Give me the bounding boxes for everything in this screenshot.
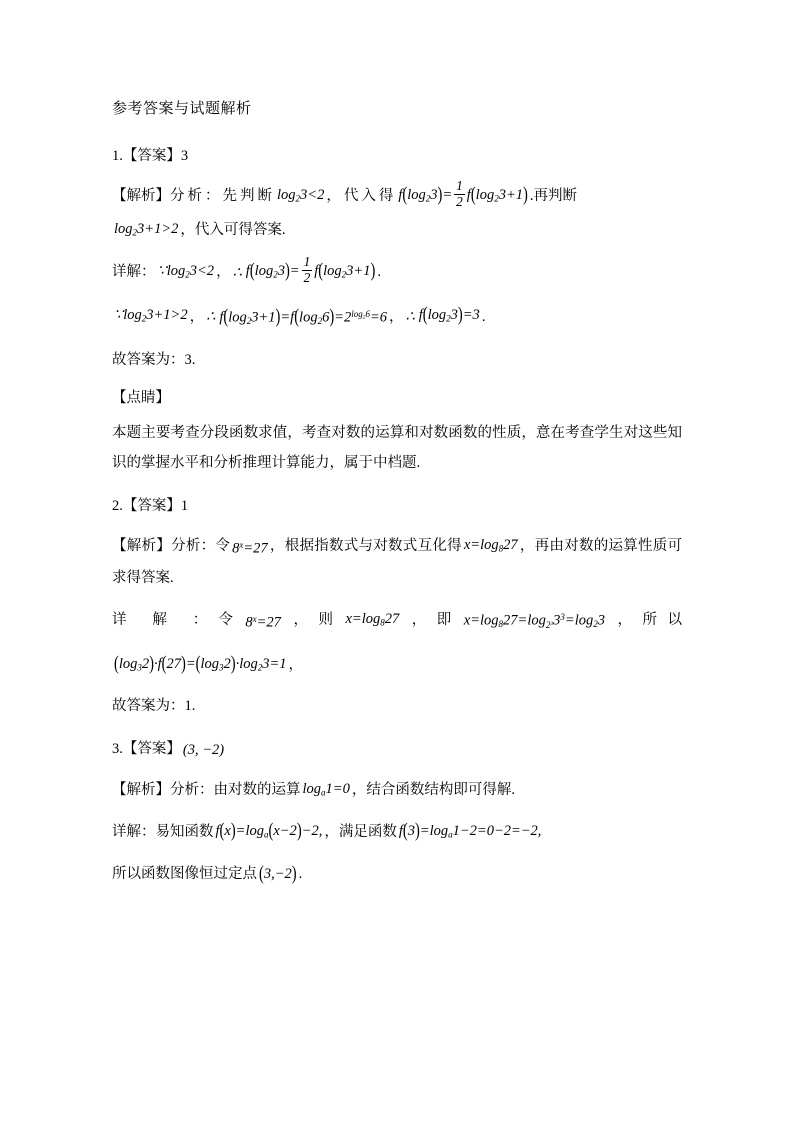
analysis-paragraph-3 [112, 774, 682, 808]
math-log2-3-lt-2: $\log_23<2$ [277, 187, 325, 204]
analysis-label-3: 【解析】 [112, 781, 170, 798]
analysis-paragraph-2 [112, 530, 682, 594]
math-x-eq-log8-27: $x=\log_827$ [463, 536, 518, 554]
math-fx-loga-x-minus2: $f(x)=\log_a(x-2)-2$, [215, 820, 323, 843]
math-log3-2-f27: $(\log_32)\cdot f(27)=(\log_32)\cdot\log_23=1$ [114, 652, 287, 675]
analysis-prefix-3: 分析：由对数的运算 [170, 781, 301, 798]
page-title: 参考答案与试题解析 [112, 101, 252, 117]
detail-paragraph-3 [112, 816, 682, 850]
answer-value-1: 3 [180, 148, 189, 164]
analysis-suffix-3: ，结合函数结构即可得解. [351, 781, 515, 798]
detail-label-2: 详 解 ： [112, 612, 219, 629]
math-8x-eq-27-b: $8^x=27$ [245, 614, 281, 631]
answer-line-2 [112, 492, 682, 520]
analysis-prefix-2: 分析：令 [171, 537, 231, 554]
detail-paragraph-1a [112, 256, 682, 290]
solution-item-2 [112, 492, 682, 721]
final-end-3: . [298, 865, 303, 882]
detail-paragraph-1b: $\because\log_23+1>2$ ， ∴ $f(\log_23+1)=f(\log_26)=2^{log_26}=6$ ， ∴ $f(\log_23)=3$ . [112, 299, 682, 336]
detail-label-1: 详解： [112, 264, 156, 281]
answer-label-2: 【答案】 [122, 497, 181, 514]
conclusion-1: 故答案为：3. [112, 351, 196, 368]
math-f-log2-6-eq-6: $f(\log_23+1)=f(\log_26)=2^{log_26}=6$ [219, 306, 388, 329]
math-therefore-3: ∴ [405, 309, 415, 326]
final-prefix-3: 所以函数图像恒过定点 [112, 865, 257, 882]
insight-label-1: 【点睛】 [112, 389, 170, 406]
detail-label-3: 详解： [112, 824, 156, 841]
item-number-2: 2. [112, 497, 123, 514]
detail-2-d: ，所以 [606, 612, 683, 629]
answer-line-1 [112, 142, 682, 170]
detail-2-c: ，即 [401, 612, 462, 629]
answer-value-3: (3, −2) [182, 741, 225, 758]
detail-sep-1: ， [216, 264, 231, 281]
answer-label-3: 【答案】 [122, 741, 181, 758]
item-number-1: 1. [112, 148, 123, 164]
detail-prefix-3: 易知函数 [155, 824, 214, 841]
math-f-log2-3-eq-3: $f(\log_23)=3$ [418, 304, 480, 327]
conclusion-2: 故答案为：1. [112, 698, 196, 715]
answer-label-1: 【答案】 [122, 148, 181, 164]
answer-value-2: 1 [180, 497, 189, 514]
math-loga-1-eq-0: $\log_a1=0$ [302, 780, 350, 798]
analysis-suffix-2: ，再由对数的运算性质可求得答案. [112, 537, 683, 587]
answer-line-3 [112, 735, 682, 764]
detail-mid-3: ，满足函数 [324, 824, 397, 841]
analysis-prefix-1: 分析：先判断 [170, 188, 275, 205]
analysis-mid-1: ，代入得 [326, 188, 397, 205]
math-therefore-1: ∴ [232, 264, 242, 281]
document-content [112, 96, 682, 899]
math-f-log2-3-eq-half: $f(\log_23)=$ $\frac{1}{2}$ $f(\log_23+1)$ [398, 178, 528, 209]
solution-item-3 [112, 735, 682, 889]
math-f-log2-3-half-2: $f(\log_23)=$ $\frac{1}{2}$ $f(\log_23+1)$ [245, 254, 376, 285]
math-x-eq-log8-27-b: $x=\log_827$ [345, 611, 400, 628]
math-point-3-minus2: (3,−2) [259, 863, 297, 886]
analysis-label-2: 【解析】 [112, 537, 172, 554]
analysis-suffix-1: .再判断 [529, 188, 577, 205]
math-because-log2-3-lt2: $\because\log_23<2$ [157, 263, 215, 280]
math-f3-eq-minus2: $f(3)=\log_a1-2=0-2=-2$, [398, 820, 542, 843]
math-8x-eq-27: $8^x=27$ [232, 539, 268, 557]
math-therefore-2: ∴ [206, 309, 216, 326]
final-paragraph-3 [112, 859, 682, 890]
math-x-eq-log8-27-chain: $x=\log_827=\log_{2^3}3^3=\log_23$ [463, 612, 605, 630]
insight-text-1: 本题主要考查分段函数求值，考查对数的运算和对数函数的性质，意在考查学生对这些知识的掌握水平和分析推理计算能力，属于中档题. [112, 424, 682, 471]
detail-paragraph-2a [112, 602, 682, 639]
analysis-paragraph-1 [112, 180, 682, 247]
detail-paragraph-2b [112, 649, 682, 683]
analysis-end-1: ，代入可得答案. [180, 221, 286, 238]
solution-item-1 [112, 142, 682, 478]
analysis-label-1: 【解析】 [112, 188, 170, 205]
detail-2-b: ，则 [282, 612, 344, 629]
item-number-3: 3. [112, 741, 123, 758]
detail-end-1: . [377, 264, 381, 281]
math-log2-3-plus1-gt-2: $\log_23+1>2$ [114, 220, 179, 238]
detail-end-1b: . [481, 308, 486, 325]
detail-2-a: 令 [218, 612, 244, 629]
analysis-mid-2: ，根据指数式与对数式互化得 [269, 537, 462, 554]
math-because-log2-3plus1: $\because\log_23+1>2$ [114, 307, 188, 324]
detail-2-end: ， [288, 656, 304, 673]
